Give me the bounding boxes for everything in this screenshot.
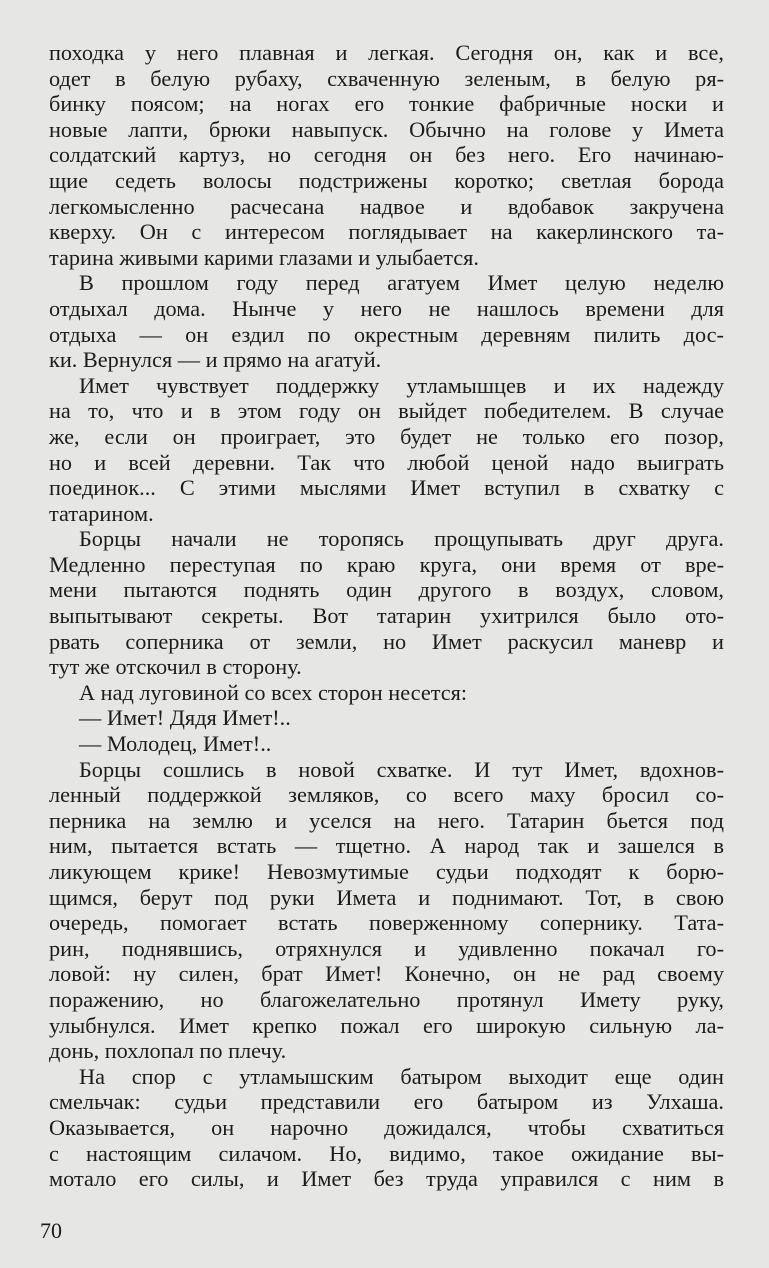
text-line: улыбнулся. Имет крепко пожал его широкую сильную ла-: [49, 1012, 724, 1038]
text-line: же, если он проиграет, это будет не только его позор,: [49, 423, 724, 449]
text-line: щие седеть волосы подстрижены коротко; светлая борода: [49, 167, 724, 193]
text-line: отдыхал дома. Нынче у него не нашлось времени для: [49, 295, 724, 321]
text-line: бинку поясом; на ногах его тонкие фабричные носки и: [49, 91, 724, 117]
text-line: кверху. Он с интересом поглядывает на какерлинского та-: [49, 219, 724, 245]
text-line: мотало его силы, и Имет без труда управился с ним в: [49, 1166, 724, 1192]
paragraph: [49, 705, 724, 731]
text-line: татарином.: [49, 500, 154, 526]
text-line: поединок... С этими мыслями Имет вступил в схватку с: [49, 475, 724, 501]
text-line: рин, поднявшись, отряхнулся и удивленно покачал го-: [49, 935, 724, 961]
text-line: донь, похлопал по плечу.: [49, 1038, 287, 1064]
text-line: ним, пытается встать — тщетно. А народ так и зашелся в: [49, 833, 724, 859]
text-line: походка у него плавная и легкая. Сегодня он, как и все,: [49, 40, 724, 65]
text-line: ки. Вернулся — и прямо на агатуй.: [49, 347, 382, 373]
text-line: — Молодец, Имет!..: [79, 731, 272, 757]
text-line: смельчак: судьи представили его батыром из Улхаша.: [49, 1089, 724, 1115]
text-line: ленный поддержкой земляков, со всего маху бросил со-: [49, 782, 724, 808]
text-line: На спор с утламышским батыром выходит еще один: [79, 1063, 724, 1089]
text-line: щимся, берут под руки Имета и поднимают. Тот, в свою: [49, 884, 724, 910]
text-line: новые лапти, брюки навыпуск. Обычно на голове у Имета: [49, 116, 724, 142]
body-text: [49, 40, 724, 1192]
text-line: отдыха — он ездил по окрестным деревням пилить дос-: [49, 321, 724, 347]
paragraph: [49, 757, 724, 1064]
text-line: мени пытаются поднять один другого в воздух, словом,: [49, 577, 724, 603]
text-line: с настоящим силачом. Но, видимо, такое ожидание вы-: [49, 1140, 724, 1166]
text-line: выпытывают секреты. Вот татарин ухитрился было ото-: [49, 603, 724, 629]
text-line: тарина живыми карими глазами и улыбается.: [49, 244, 479, 270]
text-line: Борцы начали не торопясь прощупывать друг друга.: [79, 526, 724, 552]
text-line: легкомысленно расчесана надвое и вдобавок закручена: [49, 193, 724, 219]
text-line: — Имет! Дядя Имет!..: [79, 705, 291, 731]
page-number: 70: [40, 1218, 62, 1243]
text-line: Имет чувствует поддержку утламышцев и их надежду: [79, 372, 724, 398]
paragraph: [49, 1064, 724, 1192]
text-line: одет в белую рубаху, схваченную зеленым, в белую ря-: [49, 65, 724, 91]
paragraph: [49, 270, 724, 372]
paragraph: [49, 731, 724, 757]
text-line: А над луговиной со всех сторон несется:: [79, 679, 468, 705]
text-line: ликующем крике! Невозмутимые судьи подходят к борю-: [49, 859, 724, 884]
text-line: Медленно переступая по краю круга, они время от вре-: [49, 551, 724, 577]
text-line: солдатский картуз, но сегодня он без него. Его начинаю-: [49, 142, 724, 168]
text-line: на то, что и в этом году он выйдет победителем. В случае: [49, 398, 724, 424]
paragraph: [49, 373, 724, 527]
text-line: Оказывается, он нарочно дожидался, чтобы схватиться: [49, 1114, 724, 1140]
text-line: поражению, но благожелательно протянул Имету руку,: [49, 986, 724, 1012]
text-line: перника на землю и уселся на него. Татарин бьется под: [49, 807, 724, 833]
text-line: ловой: ну силен, брат Имет! Конечно, он не рад своему: [49, 961, 724, 987]
text-line: но и всей деревни. Так что любой ценой надо выиграть: [49, 449, 724, 475]
paragraph: [49, 526, 724, 680]
text-line: тут же отскочил в сторону.: [49, 654, 302, 680]
text-line: В прошлом году перед агатуем Имет целую неделю: [79, 270, 724, 296]
text-line: рвать соперника от земли, но Имет раскусил маневр и: [49, 628, 724, 654]
paragraph: [49, 40, 724, 270]
text-line: очередь, помогает встать поверженному сопернику. Тата-: [49, 910, 724, 936]
text-line: Борцы сошлись в новой схватке. И тут Имет, вдохнов-: [79, 756, 724, 782]
paragraph: [49, 680, 724, 706]
